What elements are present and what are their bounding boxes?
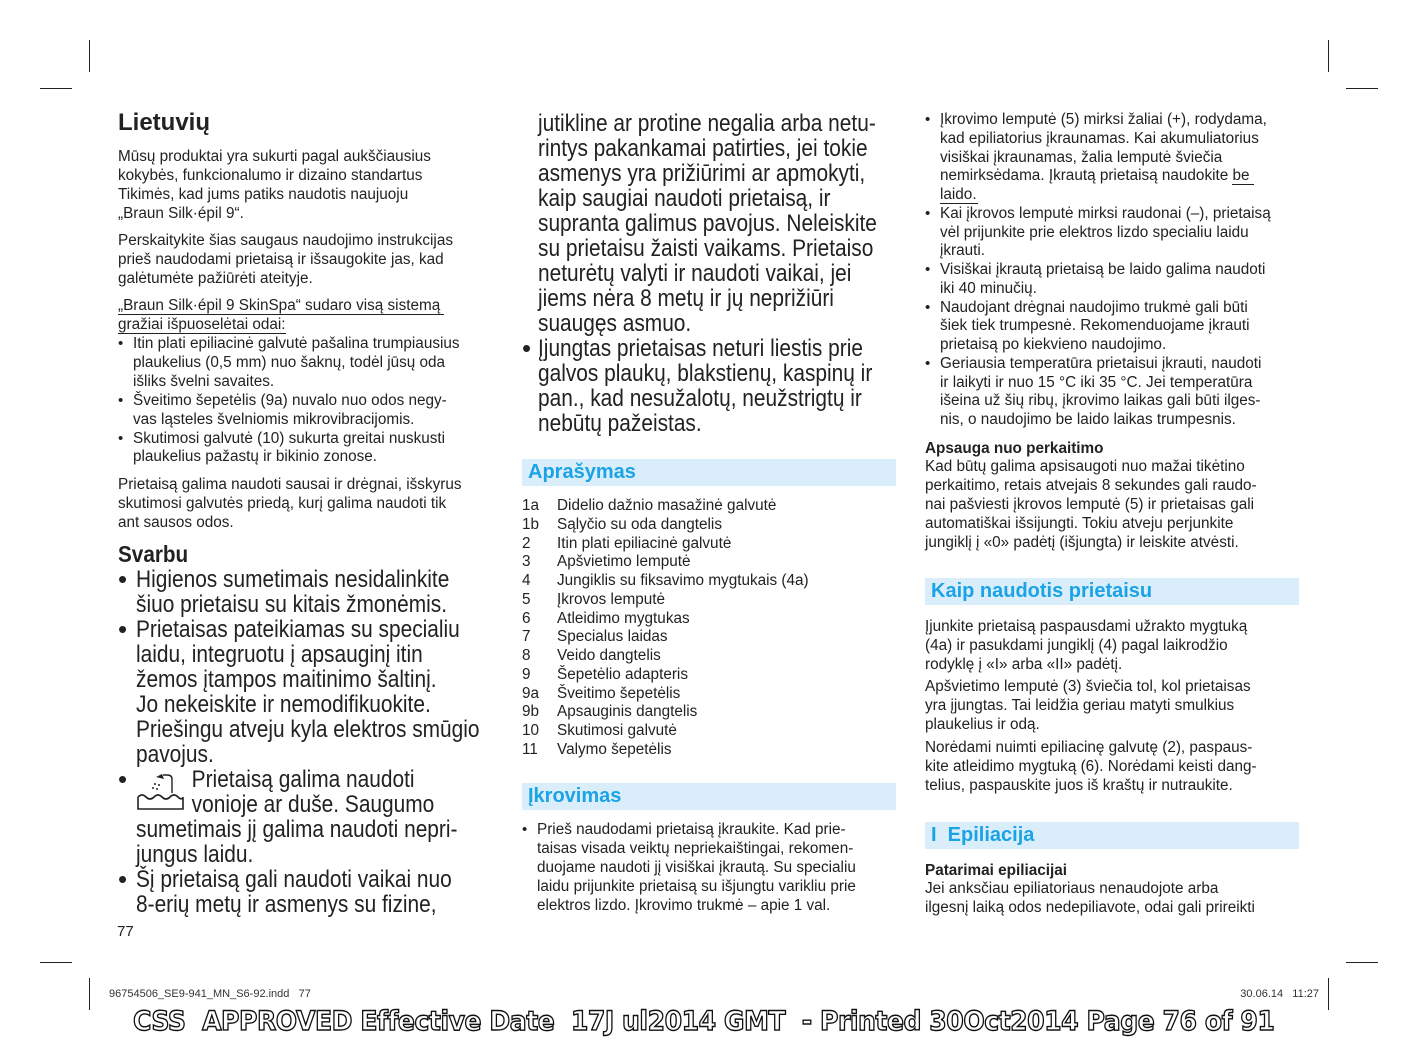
text-line xyxy=(136,592,480,617)
text-line xyxy=(940,205,1271,224)
text-span: laidu, integruotu į apsauginį itin xyxy=(136,641,423,668)
text-span: kite atleidimo mygtuką (6). Norėdami keisti dang- xyxy=(925,757,1257,775)
text-line xyxy=(136,617,480,642)
text-line xyxy=(136,567,480,592)
parts-list-item xyxy=(522,535,809,554)
overheat-paragraph xyxy=(925,458,1257,553)
text-span: pavojus. xyxy=(136,741,214,768)
epilation-heading: I Epiliacija xyxy=(925,822,1299,849)
crop-mark xyxy=(1328,40,1329,72)
column-right xyxy=(925,0,1299,960)
text-span: Prietaisą galima naudoti xyxy=(191,766,415,793)
text-line xyxy=(940,149,1271,168)
part-label: Įkrovos lemputė xyxy=(557,590,665,608)
text-line xyxy=(118,316,444,335)
text-line xyxy=(538,136,877,161)
text-span: Lietuvių xyxy=(118,109,211,136)
text-span: ilgesnį laiką odos nedepiliavote, odai gali prireikti xyxy=(925,898,1255,916)
text-line xyxy=(925,439,1104,458)
part-number: 9 xyxy=(522,665,531,683)
text-line xyxy=(925,534,1257,553)
text-line xyxy=(940,242,1271,261)
part-label: Specialus laidas xyxy=(557,628,668,646)
how-to-paragraph xyxy=(925,618,1247,675)
list-item xyxy=(925,299,1271,355)
parts-list-item xyxy=(522,628,809,647)
list-item xyxy=(118,564,531,618)
safety-continuation xyxy=(538,110,931,337)
text-line xyxy=(538,411,872,436)
text-line xyxy=(538,261,877,286)
text-line xyxy=(136,867,480,892)
text-line xyxy=(940,280,1271,299)
text-line xyxy=(118,476,462,495)
text-line xyxy=(940,411,1271,430)
text-span: Jo nekeiskite ir nemodifikuokite. xyxy=(136,691,431,718)
text-line xyxy=(940,336,1271,355)
bullet-icon: • xyxy=(925,298,931,316)
text-line xyxy=(118,297,444,316)
bullet-icon: • xyxy=(118,614,128,644)
text-line xyxy=(136,767,480,792)
crop-mark xyxy=(1346,962,1378,963)
text-span: vonioje ar duše. Saugumo xyxy=(191,791,435,818)
text-span: iki 40 minučių. xyxy=(940,279,1037,297)
charging-details-list xyxy=(925,111,1271,430)
text-span: yra įjungtas. Tai leidžia geriau matyti smulkius xyxy=(925,696,1235,714)
text-span: Patarimai epiliacijai xyxy=(925,862,1067,879)
text-span: asmenys yra prižiūrimi ar apmokyti, xyxy=(538,160,866,187)
text-span: jiems nėra 8 metų ir jų neprižiūri xyxy=(538,285,834,312)
text-span: Svarbu xyxy=(118,541,189,567)
crop-mark xyxy=(89,40,90,72)
text-line xyxy=(925,697,1251,716)
list-item xyxy=(118,392,460,430)
text-span: visiškai įkraunamas, žalia lemputė šviečia xyxy=(940,148,1223,166)
text-span: Jei anksčiau epiliatoriaus nenaudojote arba xyxy=(925,880,1219,897)
section-title xyxy=(118,109,210,137)
wet-dry-paragraph xyxy=(118,476,462,533)
crop-mark xyxy=(1328,978,1329,1010)
text-span: Tikimės, kad jums patiks naudotis naujuoju xyxy=(118,185,409,203)
important-list xyxy=(118,564,531,918)
part-number: 1a xyxy=(522,497,540,514)
text-line xyxy=(537,878,856,897)
text-span: Įjunkite prietaisą paspausdami užrakto mygtuką xyxy=(925,618,1248,635)
text-span: prietaisą po kiekvieno naudojimo. xyxy=(940,336,1167,353)
text-span: Higienos sumetimais nesidalinkite xyxy=(136,566,450,593)
list-item xyxy=(522,333,922,437)
text-span: plaukelius ir odą. xyxy=(925,715,1040,733)
part-number: 10 xyxy=(522,722,540,739)
text-line xyxy=(118,541,188,567)
bullet-icon: • xyxy=(522,821,528,838)
text-line xyxy=(133,392,460,411)
text-line xyxy=(925,496,1257,515)
text-span: kokybės, funkcionalumo ir dizaino standartus xyxy=(118,166,423,184)
text-span: Šveitimo šepetėlis (9a) nuvalo nuo odos negy- xyxy=(133,391,447,409)
part-label: Šepetėlio adapteris xyxy=(557,665,688,683)
parts-list-item xyxy=(522,591,809,610)
text-line xyxy=(538,386,872,411)
list-item xyxy=(522,821,856,916)
text-span: Kad būtų galima apsisaugoti nuo mažai tikėtino xyxy=(925,458,1245,475)
text-span: galėtumėte pažiūrėti ateityje. xyxy=(118,269,313,287)
text-span: Geriausia temperatūra prietaisui įkrauti, naudoti xyxy=(940,354,1262,372)
text-span: žemos įtampos maitinimo šaltinį. xyxy=(136,666,437,693)
approval-stamp: CSS APPROVED Effective Date 17J ul2014 GMT - Printed 30Oct2014 Page 76 of 91 xyxy=(133,1006,1275,1037)
text-span: Priešingu atveju kyla elektros smūgio xyxy=(136,716,480,743)
text-line xyxy=(925,656,1247,675)
part-number: 7 xyxy=(522,628,531,646)
text-line xyxy=(136,642,480,667)
text-line xyxy=(925,678,1251,697)
text-line xyxy=(538,336,872,361)
text-span: perkaitimo, retais atvejais 8 sekundes gali raudo- xyxy=(925,476,1257,494)
text-line xyxy=(118,167,431,186)
text-line xyxy=(136,892,480,917)
text-span: pan., kad nesužalotų, neužstrigtų ir xyxy=(538,385,862,412)
text-line xyxy=(537,840,856,859)
list-item xyxy=(118,764,531,868)
text-span: Įkrovimo lemputė (5) mirksi žaliai (+), rodydama, xyxy=(940,111,1267,128)
text-span: galvos plaukų, blakstienų, kaspinų ir xyxy=(538,360,873,387)
how-to-use-heading: Kaip naudotis prietaisu xyxy=(925,578,1299,605)
bullet-icon: • xyxy=(925,111,931,128)
text-span: laidu prijunkite prietaisą su išjungtu varikliu prie xyxy=(537,877,856,895)
text-span: rintys pakankamai patirties, jei tokie xyxy=(538,135,868,162)
text-line xyxy=(925,458,1257,477)
text-span: elektros lizdo. Įkrovimo trukmė – apie 1 val. xyxy=(537,896,831,914)
part-label: Itin plati epiliacinė galvutė xyxy=(557,534,732,552)
text-span: „Braun Silk·épil 9“. xyxy=(118,204,244,222)
text-span: įkrauti. xyxy=(940,242,986,260)
bullet-icon: • xyxy=(118,335,124,352)
text-line xyxy=(118,495,462,514)
text-line xyxy=(133,430,460,449)
text-span: automatiškai išsijungti. Tokiu atveju perjunkite xyxy=(925,514,1234,532)
part-label: Sąlyčio su oda dangtelis xyxy=(557,515,722,533)
text-span: nebūtų pažeistas. xyxy=(538,410,702,437)
part-label: Jungiklis su fiksavimo mygtukais (4a) xyxy=(557,572,809,589)
parts-list-item xyxy=(522,516,809,535)
parts-list-item xyxy=(522,572,809,591)
list-item xyxy=(118,335,460,392)
text-span: kad epiliatorius įkraunamas. Kai akumuliatorius xyxy=(940,129,1259,147)
bullet-icon: • xyxy=(118,391,124,409)
text-span: Mūsų produktai yra sukurti pagal aukščiausius xyxy=(118,148,431,165)
text-span: laido. xyxy=(940,186,977,203)
text-span: šiek tiek trumpesnė. Rekomenduojame įkrauti xyxy=(940,317,1250,335)
parts-list-item xyxy=(522,722,809,741)
parts-list-item xyxy=(522,666,809,685)
text-line xyxy=(940,299,1271,318)
safety-bullet xyxy=(522,333,922,437)
system-paragraph xyxy=(118,297,444,335)
text-line xyxy=(136,692,480,717)
text-line xyxy=(940,130,1271,149)
bullet-icon: • xyxy=(522,333,532,363)
text-line xyxy=(925,515,1257,534)
text-span: Šį prietaisą gali naudoti vaikai nuo xyxy=(136,866,452,893)
text-line xyxy=(940,167,1271,186)
text-span: šiuo prietaisu su kitais žmonėmis. xyxy=(136,591,447,618)
text-span: rodyklę į «I» arba «II» padėtį. xyxy=(925,655,1123,673)
text-line xyxy=(940,224,1271,243)
text-line xyxy=(538,236,877,261)
text-line xyxy=(118,186,431,205)
part-label: Veido dangtelis xyxy=(557,647,661,664)
text-line xyxy=(118,514,462,533)
text-span: suaugęs asmuo. xyxy=(538,310,692,337)
bullet-icon: • xyxy=(925,354,931,372)
text-span: jungiklį į «0» padėtį (išjungta) ir leiskite atvėsti. xyxy=(925,533,1239,551)
text-span: Visiškai įkrautą prietaisą be laido galima naudoti xyxy=(940,261,1266,278)
bullet-icon: • xyxy=(925,204,931,222)
text-line xyxy=(925,758,1257,777)
charging-list xyxy=(522,821,856,916)
text-line xyxy=(925,880,1255,899)
part-number: 11 xyxy=(522,740,538,758)
text-line xyxy=(940,261,1271,280)
part-number: 4 xyxy=(522,572,531,589)
text-span: vas ląsteles švelniomis mikrovibracijomis. xyxy=(133,410,415,428)
text-line xyxy=(136,817,480,842)
text-span: skutimosi galvutės priedą, kurį galima naudoti tik xyxy=(118,494,447,512)
how-to-paragraph xyxy=(925,739,1257,796)
text-span: sumetimais jį galima naudoti nepri- xyxy=(136,816,458,843)
text-line xyxy=(538,361,872,386)
text-span: išeina už šių ribų, įkrovimo laikas gali būti ilges- xyxy=(940,392,1261,410)
text-span: 8-erių metų ir asmenys su fizine, xyxy=(136,891,437,918)
feature-list xyxy=(118,335,460,467)
text-span: Norėdami nuimti epiliacinę galvutę (2), paspaus- xyxy=(925,739,1253,756)
text-line xyxy=(537,821,856,840)
part-number: 9b xyxy=(522,703,540,721)
text-line xyxy=(940,392,1271,411)
part-label: Valymo šepetėlis xyxy=(557,740,672,758)
text-span: nemirksėdama. Įkrautą prietaisą naudokite be xyxy=(940,167,1254,185)
page-number: 77 xyxy=(117,923,134,940)
text-span: ant sausos odos. xyxy=(118,513,234,531)
important-heading xyxy=(118,541,196,567)
text-line xyxy=(133,354,460,373)
text-line xyxy=(118,251,453,270)
column-middle xyxy=(522,0,896,960)
part-label: Skutimosi galvutė xyxy=(557,722,677,739)
text-line xyxy=(925,861,1067,880)
text-line xyxy=(118,205,431,224)
text-line xyxy=(133,335,460,354)
footer-file-info: 96754506_SE9-941_MN_S6-92.indd 77 xyxy=(109,988,311,1000)
text-span: Itin plati epiliacinė galvutė pašalina trumpiausius xyxy=(133,335,460,352)
read-instructions-paragraph xyxy=(118,232,453,289)
text-span: neturėtų valyti ir naudoti vaikai, jei xyxy=(538,260,852,287)
text-span: ir laikyti ir nuo 15 °C iki 35 °C. Jei temperatūra xyxy=(940,373,1253,391)
bullet-icon: • xyxy=(118,764,128,794)
text-span: kaip saugiai naudoti prietaisą, ir xyxy=(538,185,831,212)
text-line xyxy=(940,355,1271,374)
part-number: 2 xyxy=(522,534,531,552)
text-span: gražiai išpuoselėtai odai: xyxy=(118,315,286,333)
text-line xyxy=(925,618,1247,637)
underline-mark xyxy=(1232,184,1254,185)
text-line xyxy=(538,211,877,236)
text-span: Naudojant drėgnai naudojimo trukmė gali būti xyxy=(940,298,1248,316)
text-span: jungus laidu. xyxy=(136,841,254,868)
text-span: supranta galimus pavojus. Neleiskite xyxy=(538,210,877,237)
text-line xyxy=(136,742,480,767)
bullet-icon: • xyxy=(118,429,124,447)
text-span: plaukelius (0,5 mm) nuo šaknų, todėl jūsų oda xyxy=(133,353,446,371)
text-line xyxy=(118,148,431,167)
list-item xyxy=(925,261,1271,299)
tips-paragraph xyxy=(925,880,1255,918)
text-span: telius, paspauskite juos iš kraštų ir nutraukite. xyxy=(925,776,1233,794)
parts-list-item xyxy=(522,497,809,516)
parts-list-item xyxy=(522,647,809,666)
list-item xyxy=(118,614,531,768)
text-line xyxy=(118,270,453,289)
text-line xyxy=(940,317,1271,336)
text-span: Apšvietimo lemputė (3) šviečia tol, kol prietaisas xyxy=(925,678,1251,695)
text-span: Prietaisą galima naudoti sausai ir drėgnai, išskyrus xyxy=(118,476,462,493)
parts-list-item xyxy=(522,741,809,760)
text-span: Prieš naudodami prietaisą įkraukite. Kad prie- xyxy=(537,821,846,838)
text-line xyxy=(133,373,460,392)
list-item xyxy=(925,355,1271,430)
text-line xyxy=(537,897,856,916)
part-label: Šveitimo šepetėlis xyxy=(557,684,681,702)
text-line xyxy=(133,411,460,430)
text-span: nai pašviesti įkrovos lemputė (5) ir prietaisas gali xyxy=(925,495,1255,513)
text-span: „Braun Silk·épil 9 SkinSpa“ sudaro visą sistemą xyxy=(118,297,445,314)
text-line xyxy=(940,186,1271,205)
part-number: 1b xyxy=(522,515,540,533)
part-label: Apsauginis dangtelis xyxy=(557,703,698,721)
bullet-icon: • xyxy=(118,564,128,594)
text-span: nis, o naudojimo be laido laikas trumpesnis. xyxy=(940,411,1236,428)
text-line xyxy=(940,111,1271,130)
list-item xyxy=(118,430,460,468)
text-line xyxy=(538,186,877,211)
text-line xyxy=(925,716,1251,735)
text-line xyxy=(118,109,210,137)
text-span: Prietaisas pateikiamas su specialiu xyxy=(136,616,460,643)
part-number: 3 xyxy=(522,553,531,571)
text-line xyxy=(537,859,856,878)
text-line xyxy=(925,899,1255,918)
text-line xyxy=(940,374,1271,393)
text-span: plaukelius pažastų ir bikinio zonose. xyxy=(133,448,378,466)
part-number: 9a xyxy=(522,684,540,702)
intro-paragraph xyxy=(118,148,431,224)
footer-datetime: 30.06.14 11:27 xyxy=(1240,988,1319,1000)
text-line xyxy=(136,717,480,742)
text-span: Perskaitykite šias saugaus naudojimo instrukcijas xyxy=(118,232,453,249)
text-span: išliks švelni savaites. xyxy=(133,372,275,390)
text-line xyxy=(538,111,877,136)
text-line xyxy=(538,286,877,311)
parts-list-item xyxy=(522,553,809,572)
list-item xyxy=(925,205,1271,261)
text-line xyxy=(118,232,453,251)
text-line xyxy=(925,637,1247,656)
parts-list xyxy=(522,497,809,760)
text-line xyxy=(538,161,877,186)
text-line xyxy=(136,792,480,817)
part-number: 5 xyxy=(522,590,531,608)
text-line xyxy=(925,777,1257,796)
part-number: 6 xyxy=(522,609,531,627)
text-span: Kai įkrovos lemputė mirksi raudonai (–), prietaisą xyxy=(940,204,1271,222)
overheat-heading xyxy=(925,439,1104,458)
text-span: taisas visada veiktų nepriekaištingai, rekomen- xyxy=(537,839,854,857)
text-span: (4a) ir pasukdami jungiklį (4) pagal laikrodžio xyxy=(925,636,1228,654)
part-number: 8 xyxy=(522,647,531,664)
text-line xyxy=(538,311,877,336)
text-span: Skutimosi galvutė (10) sukurta greitai nuskusti xyxy=(133,429,446,447)
text-span: Įjungtas prietaisas neturi liestis prie xyxy=(538,335,863,362)
part-label: Didelio dažnio masažinė galvutė xyxy=(557,497,777,514)
list-item xyxy=(118,864,531,918)
charging-heading: Įkrovimas xyxy=(522,783,896,810)
bullet-icon: • xyxy=(118,864,128,894)
description-heading: Aprašymas xyxy=(522,459,896,486)
column-left xyxy=(118,0,498,960)
crop-mark xyxy=(40,88,72,89)
crop-mark xyxy=(89,978,90,1010)
part-label: Apšvietimo lemputė xyxy=(557,553,691,571)
text-line xyxy=(136,842,480,867)
text-span: vėl prijunkite prie elektros lizdo specialiu laidu xyxy=(940,223,1249,241)
part-label: Atleidimo mygtukas xyxy=(557,609,690,627)
tips-heading xyxy=(925,861,1067,880)
parts-list-item xyxy=(522,685,809,704)
text-span: jutikline ar protine negalia arba netu- xyxy=(538,110,876,137)
parts-list-item xyxy=(522,610,809,629)
text-span: duojame naudoti jį visiškai įkrautą. Su specialiu xyxy=(537,858,856,876)
text-line xyxy=(925,739,1257,758)
text-line xyxy=(136,667,480,692)
list-item xyxy=(925,111,1271,205)
text-span: su prietaisu žaisti vaikams. Prietaiso xyxy=(538,235,874,262)
parts-list-item xyxy=(522,703,809,722)
bath-shower-icon xyxy=(136,771,184,815)
bullet-icon: • xyxy=(925,261,931,278)
text-span: prieš naudodami prietaisą ir išsaugokite jas, kad xyxy=(118,250,444,268)
crop-mark xyxy=(1346,88,1378,89)
text-span: Apsauga nuo perkaitimo xyxy=(925,440,1104,457)
text-line xyxy=(925,477,1257,496)
how-to-paragraph xyxy=(925,678,1251,735)
crop-mark xyxy=(40,962,72,963)
text-line xyxy=(133,448,460,467)
